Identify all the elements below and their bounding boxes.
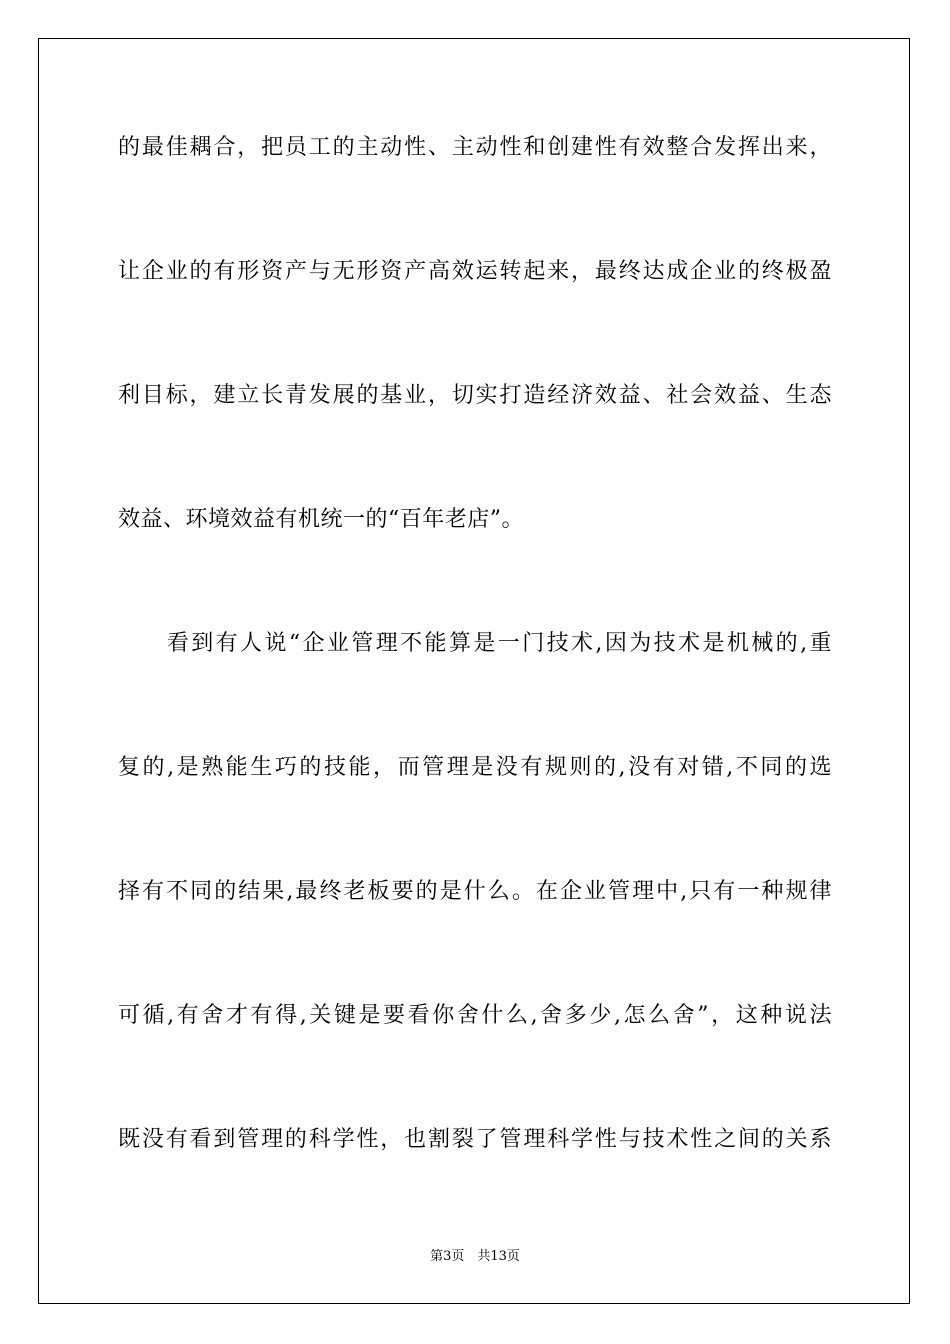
body-text-line-8: 可循,有舍才有得,关键是要看你舍什么,舍多少,怎么舍”，这种说法 bbox=[118, 1003, 832, 1028]
body-text-line-3: 利目标，建立长青发展的基业，切实打造经济效益、社会效益、生态 bbox=[118, 383, 832, 408]
body-text-line-7: 择有不同的结果,最终老板要的是什么。在企业管理中,只有一种规律 bbox=[118, 879, 832, 904]
body-text-line-5: 看到有人说“企业管理不能算是一门技术,因为技术是机械的,重 bbox=[118, 631, 832, 656]
body-text-line-9: 既没有看到管理的科学性，也割裂了管理科学性与技术性之间的关系 bbox=[118, 1127, 832, 1152]
body-text-line-6: 复的,是熟能生巧的技能，而管理是没有规则的,没有对错,不同的选 bbox=[118, 755, 832, 780]
body-text-line-2: 让企业的有形资产与无形资产高效运转起来，最终达成企业的终极盈 bbox=[118, 259, 832, 284]
page-number-footer: 第3页 共13页 bbox=[430, 1249, 520, 1264]
body-text-line-1: 的最佳耦合，把员工的主动性、主动性和创建性有效整合发挥出来， bbox=[118, 135, 832, 160]
body-text-line-4: 效益、环境效益有机统一的“百年老店”。 bbox=[118, 507, 524, 532]
page-border bbox=[38, 38, 910, 1304]
